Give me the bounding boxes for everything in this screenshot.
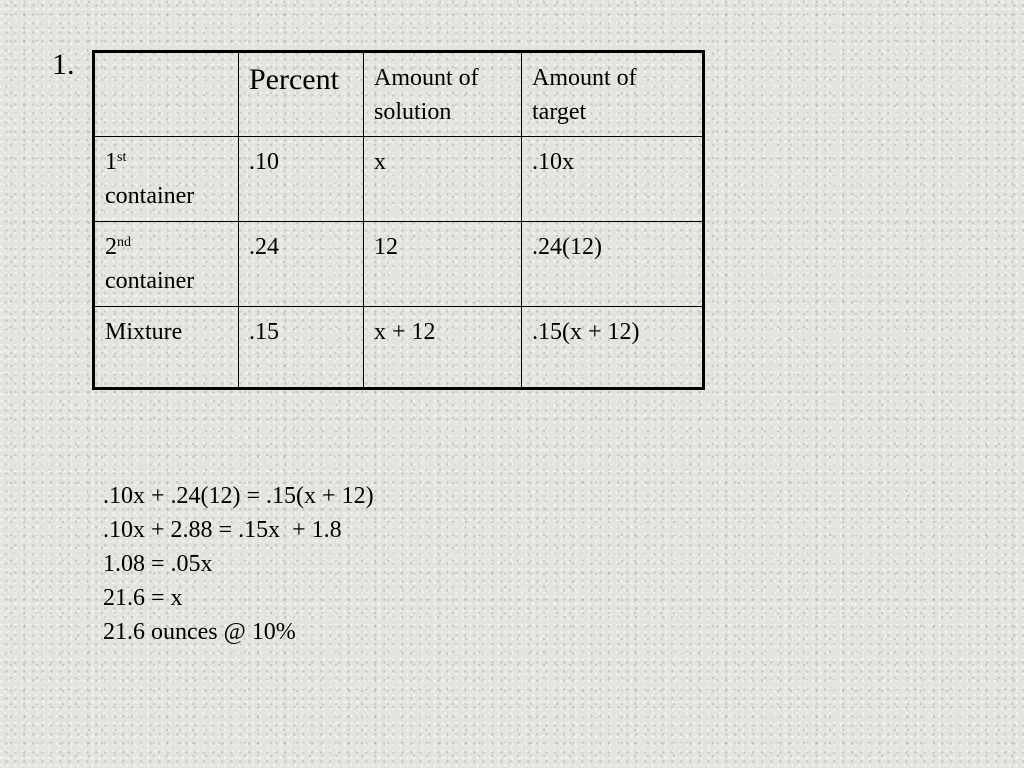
equation-line: 1.08 = .05x (103, 551, 213, 577)
header-percent: Percent (239, 52, 364, 137)
row-label (94, 137, 239, 222)
row-label-ordinal: st (117, 150, 127, 165)
header-amount-of-target: Amount of target (522, 52, 704, 137)
equation-line: 21.6 = x (103, 585, 183, 611)
slide-number: 1. (52, 48, 75, 81)
answer-line: 21.6 ounces @ 10% (103, 619, 296, 645)
row-label-word: container (105, 183, 195, 209)
cell-amount-solution: x (364, 137, 522, 222)
equation-line: .10x + .24(12) = .15(x + 12) (103, 483, 374, 509)
cell-amount-target: .24(12) (522, 222, 704, 307)
cell-percent: .10 (239, 137, 364, 222)
cell-percent: .15 (239, 307, 364, 389)
mixture-table (92, 50, 705, 390)
table-row (94, 307, 704, 389)
row-label-ordinal: nd (117, 235, 131, 250)
table-header-row (94, 52, 704, 137)
row-label-word: container (105, 268, 195, 294)
row-label: Mixture (94, 307, 239, 389)
header-amount-of-solution: Amount of solution (364, 52, 522, 137)
cell-percent: .24 (239, 222, 364, 307)
cell-amount-target: .15(x + 12) (522, 307, 704, 389)
row-label-number: 2 (105, 234, 117, 260)
cell-amount-solution: x + 12 (364, 307, 522, 389)
equation-line: .10x + 2.88 = .15x + 1.8 (103, 517, 342, 543)
table-row (94, 137, 704, 222)
solution-steps (103, 479, 374, 649)
table-row (94, 222, 704, 307)
cell-amount-target: .10x (522, 137, 704, 222)
row-label-number: 1 (105, 149, 117, 175)
row-label (94, 222, 239, 307)
cell-amount-solution: 12 (364, 222, 522, 307)
header-blank-cell (94, 52, 239, 137)
